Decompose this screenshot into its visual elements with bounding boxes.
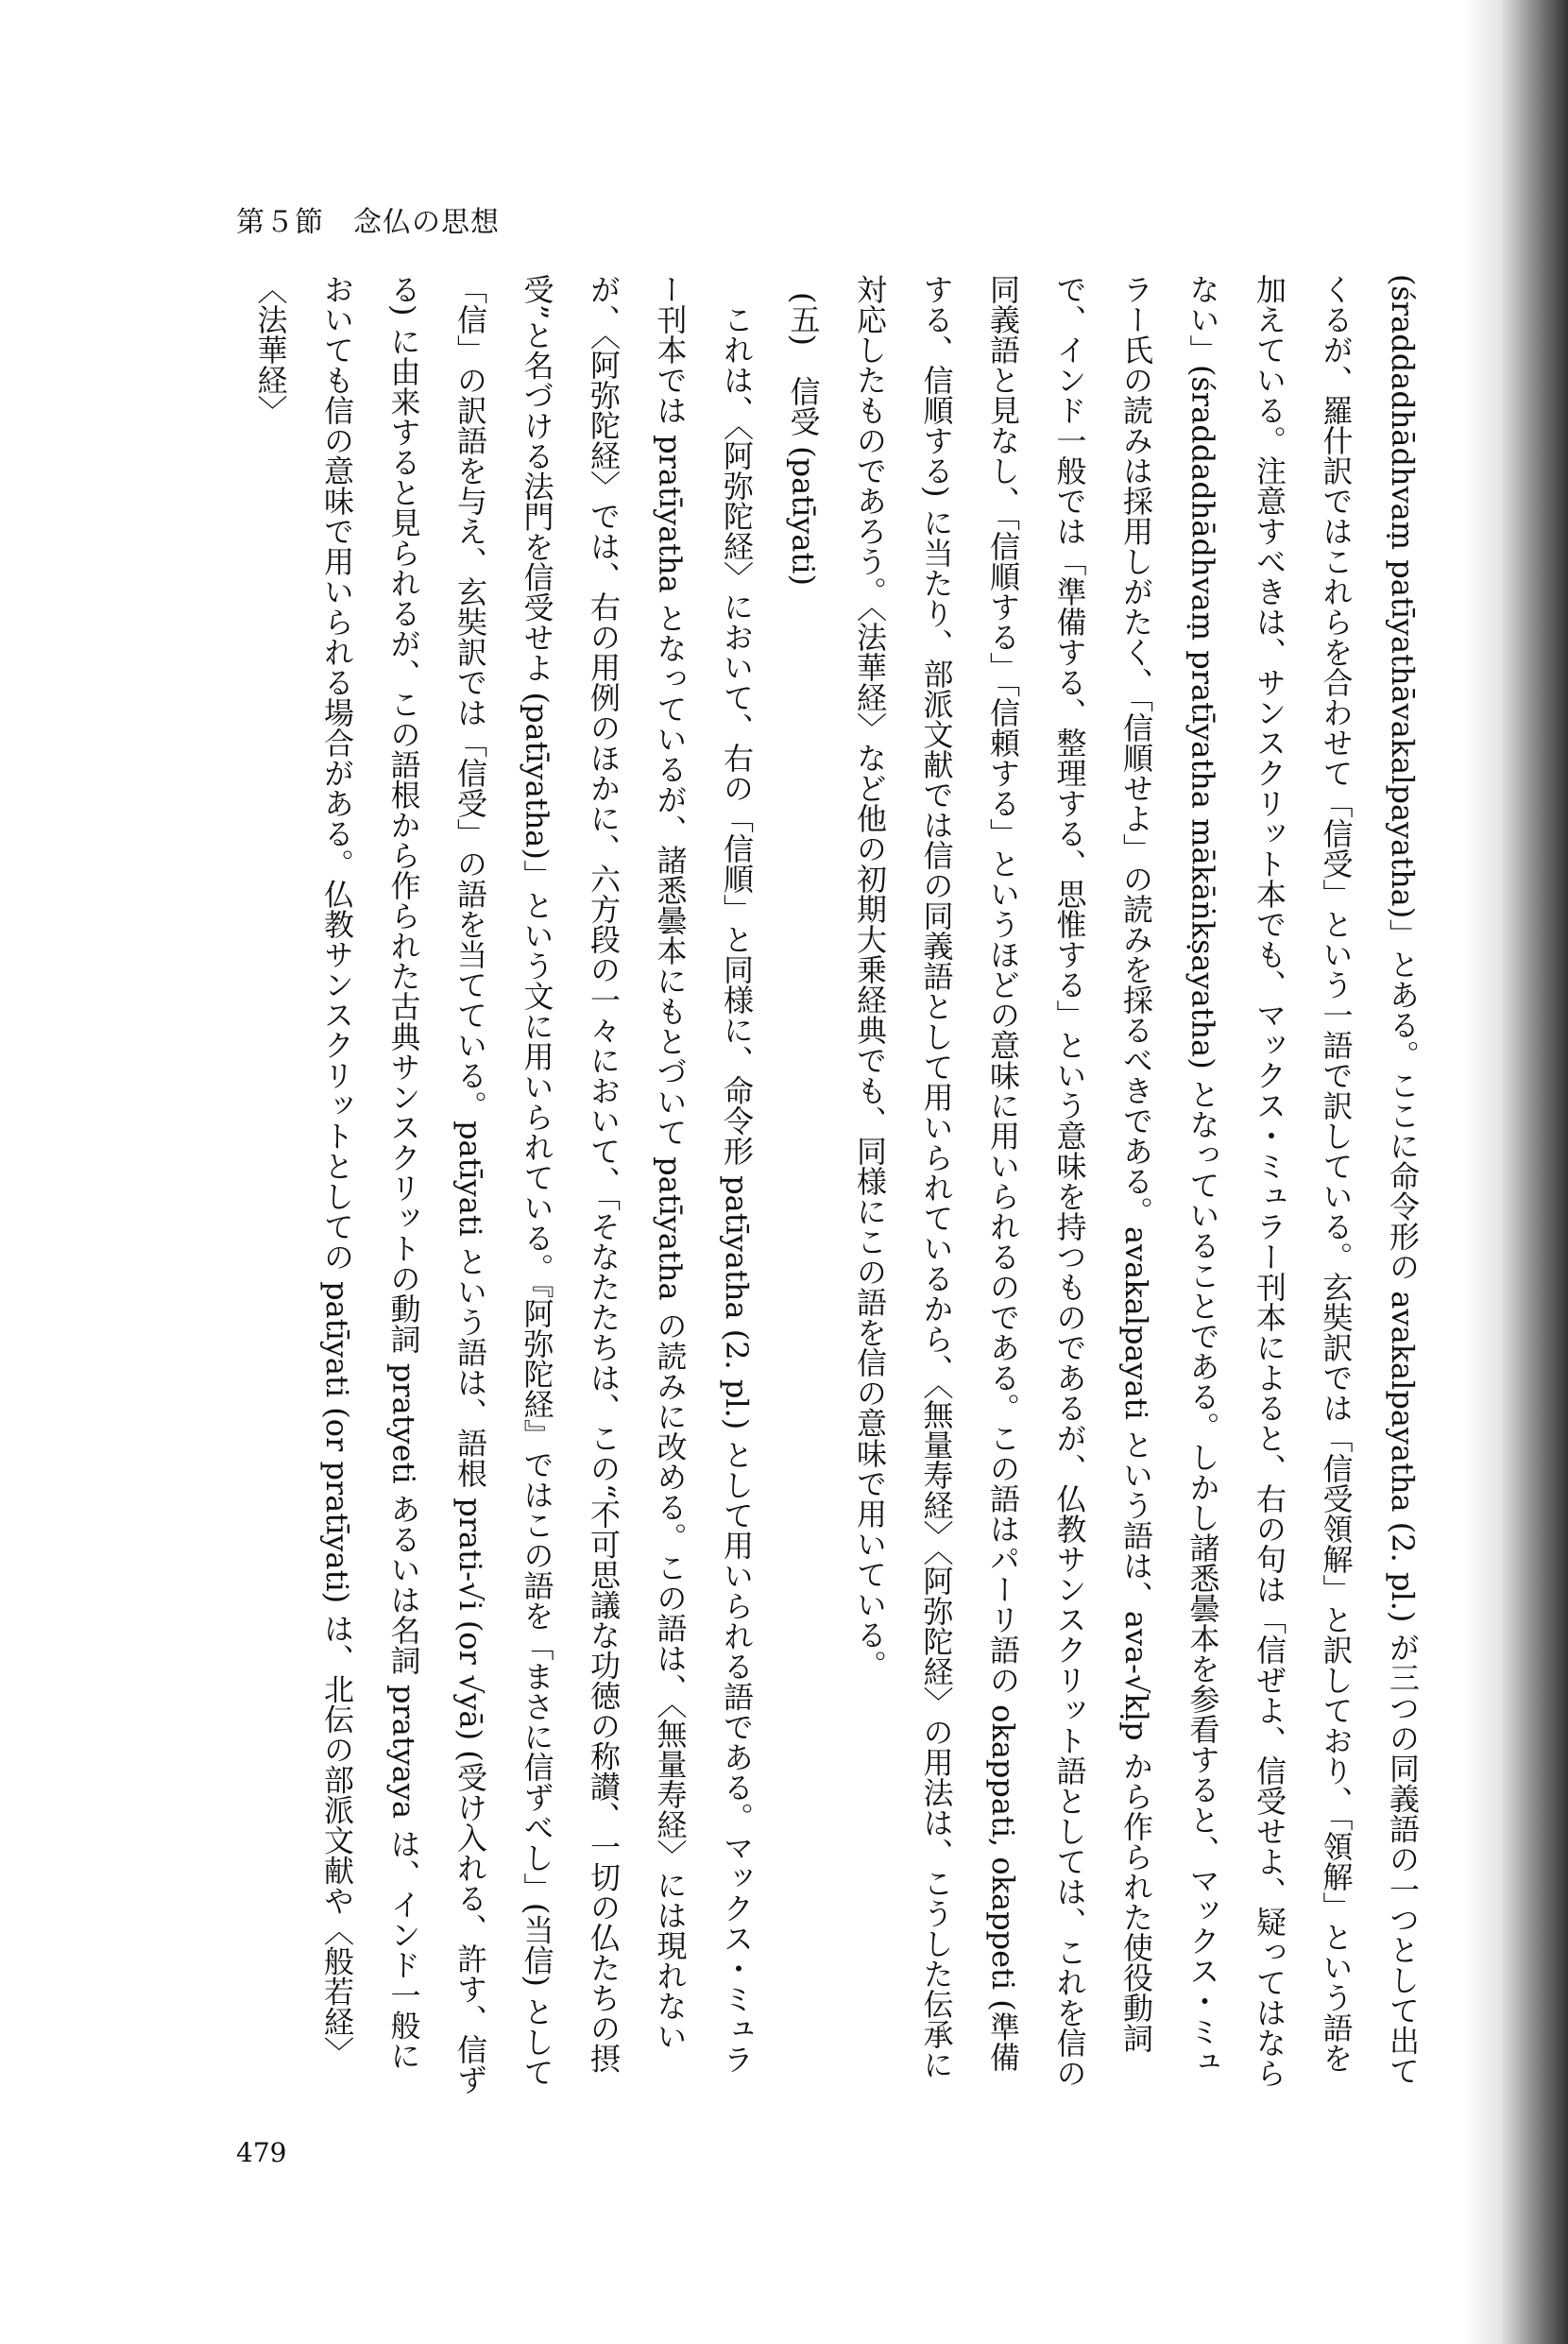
running-header: 第５節 念仏の思想 <box>236 206 500 239</box>
paragraph: これは、〈阿弥陀経〉において、右の「信順」と同様に、命令形 patīyatha (2. pl.) として用いられる語である。マックス・ミュラー刊本では pratīyatha となっているが、諸悉曇本にもとづいて patīyatha の読みに改める。この語は、〈無量寿経〉には現れないが、〈阿弥陀経〉では、右の用例のほかに、六方段の一々において、「そなたたちは、この“不可思議な功徳の称讃、一切の仏たちの摂受”と名づける法門を信受せよ (patīyatha)」という文に用いられている。『阿弥陀経』ではこの語を「まさに信ずべし」(当信) として「信」の訳語を与え、玄奘訳では「信受」の語を当てている。patīyati という語は、語根 prati-√i (or √yā) (受け入れる、許す、信ずる) に由来すると見られるが、この語根から作られた古典サンスクリットの動詞 pratyeti あるいは名詞 pratyaya は、インド一般においても信の意味で用いられる場合がある。仏教サンスクリットとしての patīyati (or pratīyati) は、北伝の部派文献や〈般若経〉〈法華経〉 <box>252 274 755 2095</box>
subsection-heading: (五) 信受 (patīyati) <box>785 292 822 587</box>
body-text <box>170 274 1436 2097</box>
page-number: 479 <box>236 2137 287 2168</box>
paragraph-continued: (śraddadhādhvaṃ patīyathāvakalpayatha)」とある。ここに命令形の avakalpayatha (2. pl.) が三つの同義語の一つとして出てくるが、羅什訳ではこれらを合わせて「信受」という一語で訳している。玄奘訳では「信受領解」と訳しており、「領解」という語を加えている。注意すべきは、サンスクリット本でも、マックス・ミュラー刊本によると、右の句は「信ぜよ、信受せよ、疑ってはならない」(śraddadhādhvaṃ pratīyatha mākāṅkṣayatha) となっていることである。しかし諸悉曇本を参看すると、マックス・ミュラー氏の読みは採用しがたく、「信順せよ」の読みを採るべきである。avakalpayati という語は、ava-√kḷp から作られた使役動詞で、インド一般では「準備する、整理する、思惟する」という意味を持つものであるが、仏教サンスクリット語としては、これを信の同義語と見なし、「信順する」「信頼する」というほどの意味に用いられるのである。この語はパーリ語の okappati, okappeti (準備する、信順する) に当たり、部派文献では信の同義語として用いられているから、〈無量寿経〉〈阿弥陀経〉の用法は、こうした伝承に対応したものであろう。〈法華経〉など他の初期大乗経典でも、同様にこの語を信の意味で用いている。 <box>852 274 1421 2088</box>
page-edge-shadow <box>1464 0 1568 2344</box>
